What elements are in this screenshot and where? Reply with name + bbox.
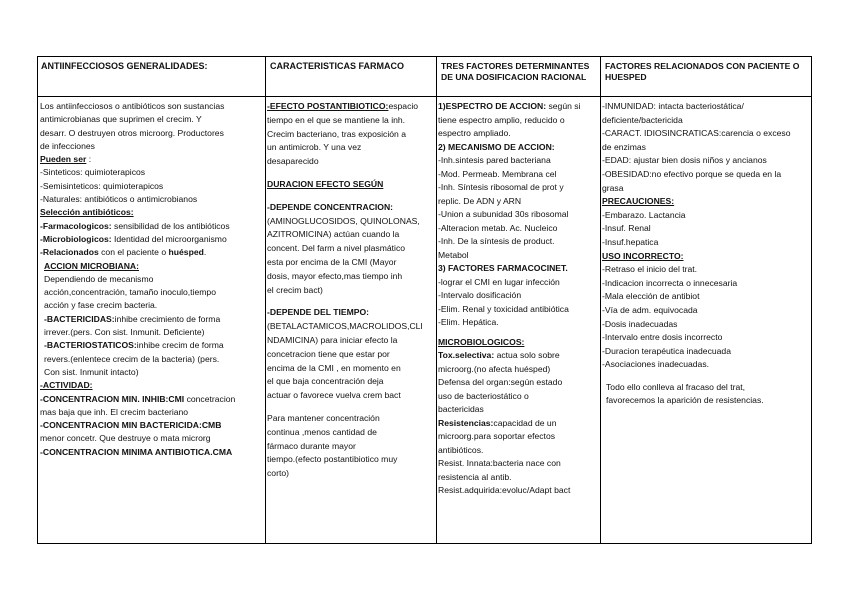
summary-table	[37, 56, 812, 544]
text-line: corto)	[267, 468, 289, 479]
text-line: -Insuf. Renal	[602, 223, 651, 234]
text-line: fármaco durante mayor	[267, 440, 356, 451]
text-line: -BACTERICIDAS:inhibe crecimiento de forma	[44, 313, 221, 324]
text-line: deficiente/bactericida	[602, 114, 683, 125]
text-line: antimicrobianas que suprimen el crecim. Y	[40, 114, 202, 125]
text-line: acción y fase crecim bacteria.	[44, 300, 158, 311]
text-line: de enzimas	[602, 141, 646, 152]
text-line: -Elim. Renal y toxicidad antibiótica	[438, 303, 569, 314]
text-line: Metabol	[438, 249, 469, 260]
text-line: espectro ampliado.	[438, 128, 511, 138]
text-line: Crecim bacteriano, tras exposición a	[267, 128, 406, 139]
text-line: -Sinteticos: quimioterapicos	[40, 167, 146, 178]
text-line: Tox.selectiva: actua solo sobre	[438, 350, 560, 360]
text-line: -Alteracion metab. Ac. Nucleico	[438, 222, 558, 233]
text-line: esta por encima de la CMI (Mayor	[267, 256, 397, 267]
depende-concentracion-heading: -DEPENDE CONCENTRACION:	[267, 201, 394, 212]
text-line: favorecemos la aparición de resistencias.	[606, 395, 764, 406]
cell-factores-paciente	[602, 97, 812, 543]
text-line: el que baja concentración deja	[267, 376, 384, 387]
text-line: encima de la CMI , en momento en	[267, 362, 401, 373]
text-line: Dependiendo de mecanismo	[44, 273, 154, 284]
text-line: -BACTERIOSTATICOS:inhibe crecim de forma	[44, 340, 224, 351]
text-line: -Union a subunidad 30s ribosomal	[438, 209, 569, 219]
text-line: desaparecido	[267, 156, 319, 167]
text-line: -lograr el CMI en lugar infección	[438, 276, 560, 287]
text-line: -Semisinteticos: quimioterapicos	[40, 180, 164, 191]
text-line: -Intervalo entre dosis incorrecto	[602, 332, 723, 343]
header-generalidades: ANTIINFECCIOSOS GENERALIDADES:	[41, 61, 208, 71]
text-line: 1)ESPECTRO DE ACCION: según si	[438, 101, 581, 111]
header-caracteristicas: CARACTERISTICAS FARMACO	[270, 61, 404, 71]
text-line: -EFECTO POSTANTIBIOTICO:espacio	[267, 101, 419, 111]
text-line: Resistencias:capacidad de un	[438, 417, 557, 428]
text-line: irrever.(pers. Con sist. Inmunit. Deficiente)	[44, 327, 205, 338]
text-line: -Farmacologicos: sensibilidad de los antibióticos	[40, 220, 230, 231]
text-line: resistencia al antib.	[438, 471, 512, 482]
text-line: actuar o favorece vuelva crem bact	[267, 390, 401, 401]
text-line: Para mantener concentración	[267, 412, 380, 423]
text-line: replic. De ADN y ARN	[438, 195, 522, 206]
text-line: Con sist. Inmunit intacto)	[44, 366, 139, 377]
cell-generalidades	[40, 97, 265, 543]
text-line: -CONCENTRACION MINIMA ANTIBIOTICA.CMA	[40, 446, 233, 457]
text-line: -CONCENTRACION MIN. INHIB:CMI concetracion	[40, 393, 236, 404]
text-line: grasa	[602, 182, 624, 193]
text-line: -Inh.sintesis pared bacteriana	[438, 155, 551, 165]
text-line: Todo ello conlleva al fracaso del trat,	[606, 381, 746, 392]
column-divider	[600, 57, 601, 543]
text-line: tiene espectro amplio, reducido o	[438, 114, 565, 125]
seleccion-heading: Selección antibióticos:	[40, 207, 134, 218]
text-line: -Elim. Hepática.	[438, 317, 499, 327]
text-line: tiempo en el que se mantiene la inh.	[267, 114, 406, 125]
mecanismo-heading: 2) MECANISMO DE ACCION:	[438, 141, 555, 152]
text-line: -Insuf.hepatica	[602, 236, 659, 247]
text-line: -Vía de adm. equivocada	[602, 304, 698, 315]
duracion-heading: DURACION EFECTO SEGÚN	[267, 178, 384, 189]
text-line: -Embarazo. Lactancia	[602, 209, 686, 220]
text-line: -Inh. Síntesis ribosomal de prot y	[438, 182, 564, 192]
text-line: microorg.para soportar efectos	[438, 431, 556, 441]
text-line: (AMINOGLUCOSIDOS, QUINOLONAS,	[267, 215, 420, 226]
text-line: -Microbiologicos: Identidad del microorganismo	[40, 233, 227, 244]
text-line: el crecim bact)	[267, 284, 323, 295]
text-line: -Retraso el inicio del trat.	[602, 264, 698, 275]
text-line: -CARACT. IDIOSINCRATICAS:carencia o exceso	[602, 128, 791, 139]
text-line: de infecciones	[40, 140, 95, 151]
uso-incorrecto-heading: USO INCORRECTO:	[602, 250, 684, 261]
text-line: -Inh. De la síntesis de product.	[438, 236, 555, 246]
text-line: menor concetr. Que destruye o mata microrg	[40, 433, 211, 444]
text-line: mas baja que inh. El crecim bacteriano	[40, 406, 189, 417]
text-line: antibióticos.	[438, 444, 484, 455]
text-line: Defensa del organ:según estado	[438, 377, 563, 387]
farmacocinet-heading: 3) FACTORES FARMACOCINET.	[438, 263, 568, 273]
accion-heading: ACCION MICROBIANA:	[44, 260, 140, 271]
text-line: bactericidas	[438, 404, 484, 414]
depende-tiempo-heading: -DEPENDE DEL TIEMPO:	[267, 307, 370, 318]
text-line: Resist.adquirida:evoluc/Adapt bact	[438, 485, 571, 495]
text-line: -Indicacion incorrecta o innecesaria	[602, 277, 738, 288]
text-line: un antimicrob. Y una vez	[267, 142, 362, 153]
text-line: -Naturales: antibióticos o antimicrobianos	[40, 194, 198, 205]
text-line: -OBESIDAD:no efectivo porque se queda en la	[602, 168, 782, 179]
text-line: concetracion tiene que estar por	[267, 348, 390, 359]
text-line: uso de bacteriostático o	[438, 390, 529, 401]
text-line: concent. Del farm a nivel plasmático	[267, 243, 406, 254]
text-line: -Duracion terapéutica inadecuada	[602, 345, 731, 356]
text-line: (BETALACTAMICOS,MACROLIDOS,CLI	[267, 321, 423, 332]
text-line: microorg.(no afecta huésped)	[438, 363, 551, 374]
text-line: continua ,menos cantidad de	[267, 426, 377, 437]
text-line: -Intervalo dosificación	[438, 290, 522, 300]
actividad-heading: -ACTIVIDAD:	[40, 380, 93, 391]
text-line: -Mod. Permeab. Membrana cel	[438, 168, 557, 179]
text-line: desarr. O destruyen otros microorg. Productores	[40, 127, 224, 138]
text-line: -INMUNIDAD: intacta bacteriostática/	[602, 101, 744, 111]
text-line: tiempo.(efecto postantibiotico muy	[267, 454, 398, 465]
text-line: -CONCENTRACION MIN BACTERICIDA:CMB	[40, 420, 222, 431]
text-line: acción,concentración, tamaño inoculo,tiempo	[44, 287, 216, 298]
cell-caracteristicas	[267, 97, 436, 543]
text-line: AZITROMICINA) actúan cuando la	[267, 229, 400, 240]
column-divider	[436, 57, 437, 543]
text-line: Los antiinfecciosos o antibióticos son sustancias	[40, 101, 225, 111]
precauciones-heading: PRECAUCIONES:	[602, 196, 675, 207]
header-factores-paciente: FACTORES RELACIONADOS CON PACIENTE O HUESPED	[605, 61, 800, 82]
text-line: dosis, mayor efecto,mas tiempo inh	[267, 270, 403, 281]
cell-tres-factores	[438, 97, 600, 543]
text-line: -Dosis inadecuadas	[602, 318, 678, 329]
text-line: Resist. Innata:bacteria nace con	[438, 458, 561, 468]
microbiologicos-heading: MICROBIOLOGICOS:	[438, 336, 525, 347]
text-line: revers.(enlentece crecim de la bacteria) (pers.	[44, 353, 220, 364]
text-line: -Relacionados con el paciente o huésped.	[40, 247, 207, 258]
text-line: -Mala elección de antibiot	[602, 291, 700, 302]
text-line: -Asociaciones inadecuadas.	[602, 359, 710, 370]
pueden-ser-heading: Pueden ser :	[40, 154, 92, 165]
text-line: -EDAD: ajustar bien dosis niños y ancianos	[602, 155, 767, 166]
header-tres-factores: TRES FACTORES DETERMINANTES DE UNA DOSIFICACION RACIONAL	[441, 61, 590, 82]
column-divider	[265, 57, 266, 543]
text-line: NDAMICINA) para iniciar efecto la	[267, 334, 398, 345]
